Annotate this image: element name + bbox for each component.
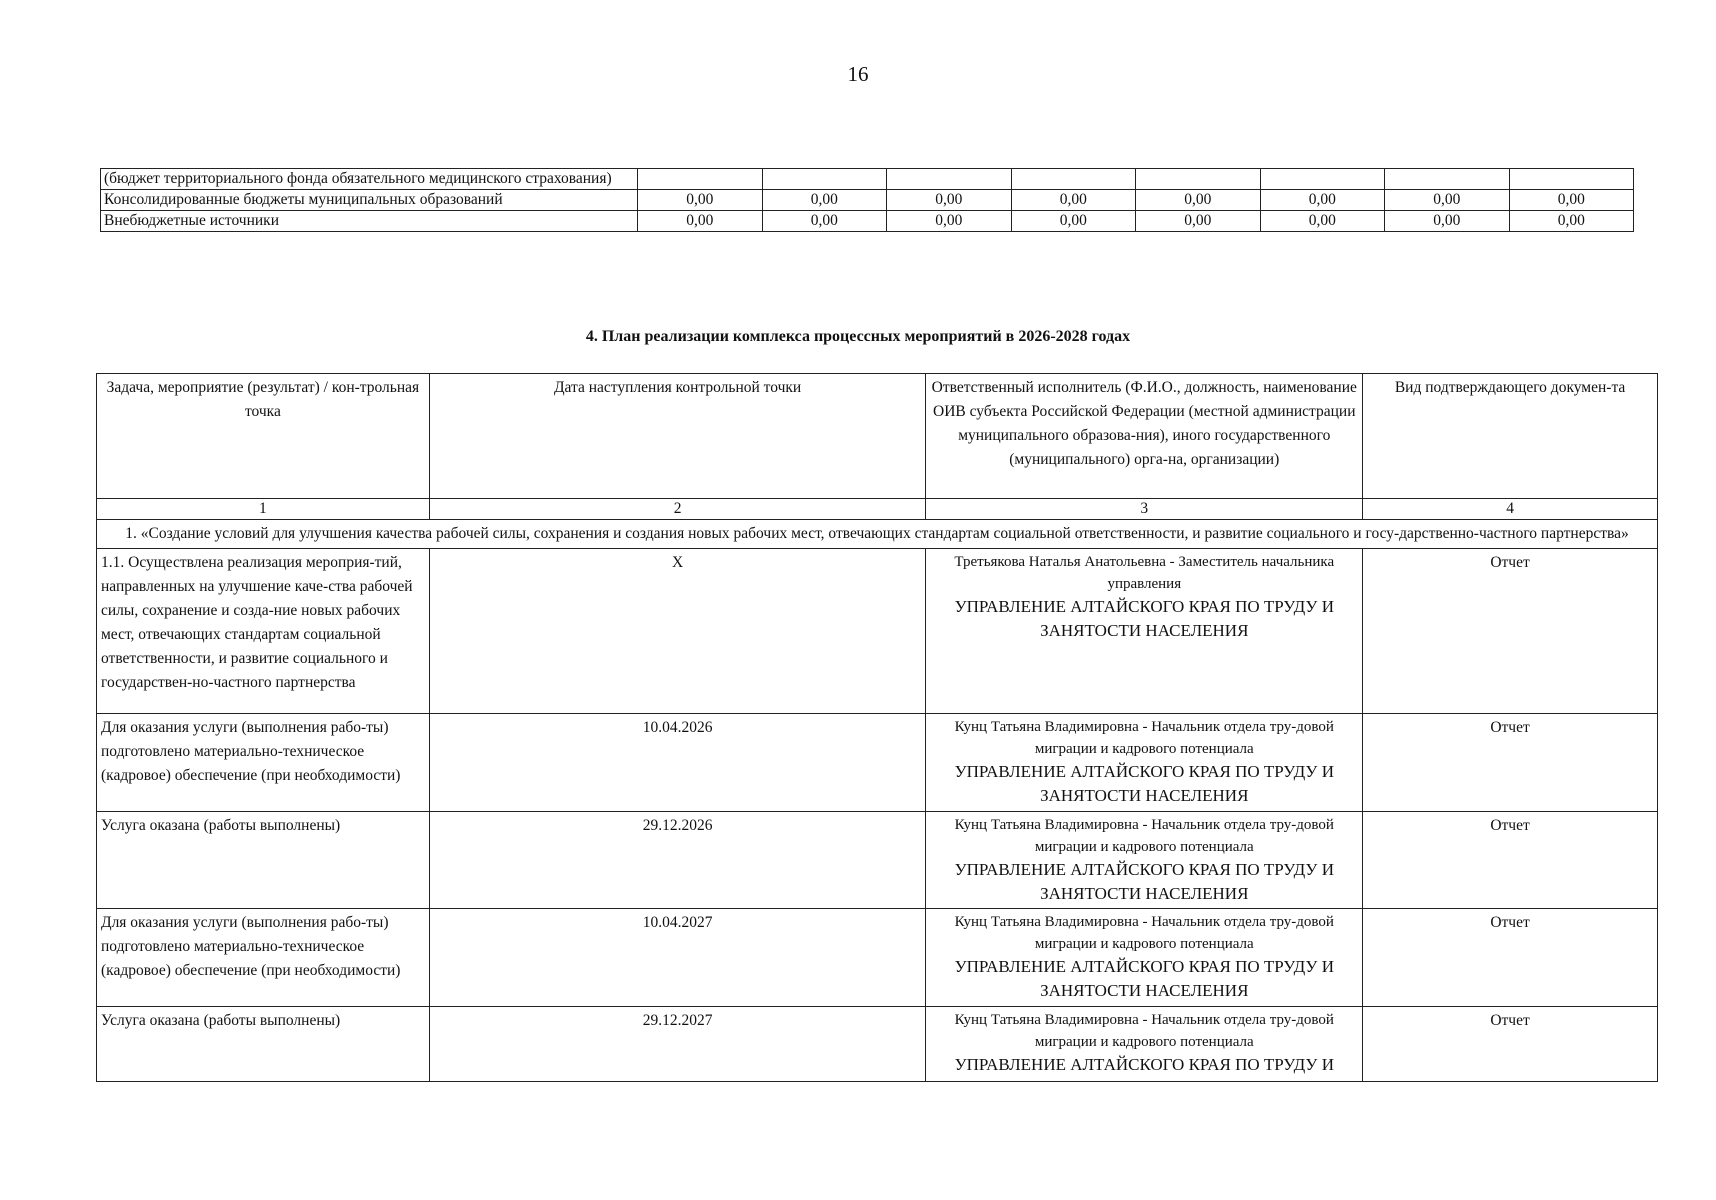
responsible-person: Третьякова Наталья Анатольевна - Заместитель начальника управления: [954, 554, 1335, 592]
budget-row-label: Консолидированные бюджеты муниципальных образований: [101, 190, 638, 211]
responsible-person: Кунц Татьяна Владимировна - Начальник отдела тру-довой миграции и кадрового потенциала: [954, 817, 1334, 855]
column-number: 2: [429, 499, 926, 520]
plan-document: Отчет: [1363, 714, 1658, 812]
column-number: 4: [1363, 499, 1658, 520]
responsible-organization: УПРАВЛЕНИЕ АЛТАЙСКОГО КРАЯ ПО ТРУДУ И ЗАНЯТОСТИ НАСЕЛЕНИЯ: [954, 762, 1334, 805]
header-task: Задача, мероприятие (результат) / кон-трольная точка: [97, 374, 430, 499]
header-document: Вид подтверждающего докумен-та: [1363, 374, 1658, 499]
responsible-person: Кунц Татьяна Владимировна - Начальник отдела тру-довой миграции и кадрового потенциала: [954, 719, 1334, 757]
budget-cell: [1385, 169, 1510, 190]
budget-cell: 0,00: [887, 211, 1012, 232]
budget-cell: 0,00: [1136, 211, 1261, 232]
responsible-person: Кунц Татьяна Владимировна - Начальник отдела тру-довой миграции и кадрового потенциала: [954, 914, 1334, 952]
budget-row: [101, 211, 1634, 232]
plan-document: Отчет: [1363, 812, 1658, 909]
column-number: 3: [926, 499, 1363, 520]
plan-task: Услуга оказана (работы выполнены): [97, 1007, 430, 1082]
budget-cell: 0,00: [1011, 211, 1136, 232]
plan-task: 1.1. Осуществлена реализация мероприя-тий, направленных на улучшение каче-ства рабочей силы, сохранение и созда-ние новых рабочих мест, отвечающих стандартам социальной ответственности, и развитие социального и государствен-но-частного партнерства: [97, 549, 430, 714]
section-title: 4. План реализации комплекса процессных мероприятий в 2026-2028 годах: [585, 328, 1131, 345]
plan-document: Отчет: [1363, 549, 1658, 714]
budget-table: [100, 168, 1634, 232]
column-number-row: [97, 499, 1658, 520]
responsible-person: Кунц Татьяна Владимировна - Начальник отдела тру-довой миграции и кадрового потенциала: [954, 1012, 1334, 1050]
budget-row: [101, 169, 1634, 190]
responsible-organization: УПРАВЛЕНИЕ АЛТАЙСКОГО КРАЯ ПО ТРУДУ И: [954, 1055, 1334, 1074]
plan-row: [97, 1007, 1658, 1082]
section-row-text: 1. «Создание условий для улучшения качества рабочей силы, сохранения и создания новых рабочих мест, отвечающих стандартам социальной ответственности, и развитие социального и госу-дарственно-частного партнерства»: [97, 520, 1658, 549]
plan-row: [97, 909, 1658, 1007]
plan-responsible: [926, 714, 1363, 812]
budget-cell: [1509, 169, 1634, 190]
budget-cell: 0,00: [762, 190, 887, 211]
budget-cell: 0,00: [762, 211, 887, 232]
budget-cell: [887, 169, 1012, 190]
budget-cell: [762, 169, 887, 190]
plan-date: X: [429, 549, 926, 714]
header-responsible: Ответственный исполнитель (Ф.И.О., должность, наименование ОИВ субъекта Российской Федерации (местной администрации муниципального образова-ния), иного государственного (муниципального) орга-на, организации): [926, 374, 1363, 499]
plan-date: 29.12.2026: [429, 812, 926, 909]
budget-cell: [638, 169, 763, 190]
budget-cell: 0,00: [887, 190, 1012, 211]
budget-cell: 0,00: [1011, 190, 1136, 211]
responsible-organization: УПРАВЛЕНИЕ АЛТАЙСКОГО КРАЯ ПО ТРУДУ И ЗАНЯТОСТИ НАСЕЛЕНИЯ: [954, 860, 1334, 903]
budget-cell: 0,00: [1136, 190, 1261, 211]
column-number: 1: [97, 499, 430, 520]
header-date: Дата наступления контрольной точки: [429, 374, 926, 499]
budget-cell: 0,00: [1509, 211, 1634, 232]
plan-date: 10.04.2026: [429, 714, 926, 812]
plan-row: [97, 812, 1658, 909]
budget-cell: 0,00: [1260, 190, 1385, 211]
plan-row: [97, 714, 1658, 812]
budget-cell: [1260, 169, 1385, 190]
budget-row-label: (бюджет территориального фонда обязательного медицинского страхования): [101, 169, 638, 190]
budget-row-label: Внебюджетные источники: [101, 211, 638, 232]
budget-cell: 0,00: [1385, 190, 1510, 211]
budget-cell: 0,00: [1260, 211, 1385, 232]
plan-table-header-row: [97, 374, 1658, 499]
plan-responsible: [926, 1007, 1363, 1082]
plan-responsible: [926, 812, 1363, 909]
page-number: 16: [847, 62, 869, 86]
budget-cell: 0,00: [638, 190, 763, 211]
plan-document: Отчет: [1363, 909, 1658, 1007]
plan-responsible: [926, 549, 1363, 714]
plan-task: Для оказания услуги (выполнения рабо-ты) подготовлено материально-техническое (кадровое) обеспечение (при необходимости): [97, 714, 430, 812]
plan-row: [97, 549, 1658, 714]
plan-table: [96, 373, 1658, 1082]
responsible-organization: УПРАВЛЕНИЕ АЛТАЙСКОГО КРАЯ ПО ТРУДУ И ЗАНЯТОСТИ НАСЕЛЕНИЯ: [954, 957, 1334, 1000]
plan-date: 10.04.2027: [429, 909, 926, 1007]
budget-cell: 0,00: [1509, 190, 1634, 211]
plan-task: Для оказания услуги (выполнения рабо-ты) подготовлено материально-техническое (кадровое) обеспечение (при необходимости): [97, 909, 430, 1007]
plan-document: Отчет: [1363, 1007, 1658, 1082]
budget-cell: 0,00: [638, 211, 763, 232]
section-row: [97, 520, 1658, 549]
budget-cell: 0,00: [1385, 211, 1510, 232]
plan-task: Услуга оказана (работы выполнены): [97, 812, 430, 909]
responsible-organization: УПРАВЛЕНИЕ АЛТАЙСКОГО КРАЯ ПО ТРУДУ И ЗАНЯТОСТИ НАСЕЛЕНИЯ: [954, 597, 1334, 640]
plan-responsible: [926, 909, 1363, 1007]
plan-date: 29.12.2027: [429, 1007, 926, 1082]
budget-cell: [1136, 169, 1261, 190]
budget-cell: [1011, 169, 1136, 190]
budget-row: [101, 190, 1634, 211]
